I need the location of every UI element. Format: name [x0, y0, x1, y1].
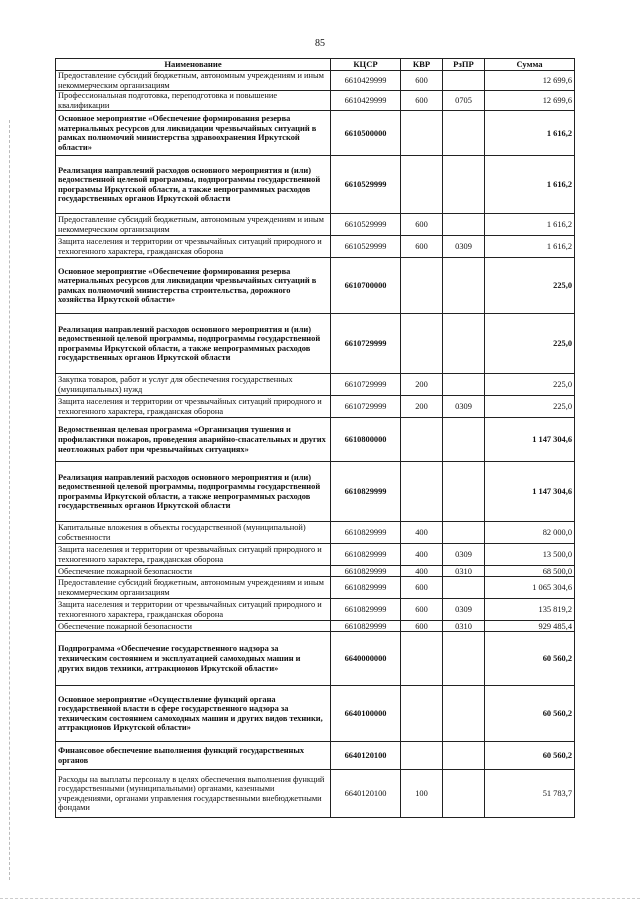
cell-code: 6610829999: [331, 599, 401, 621]
table-row: [56, 742, 575, 770]
cell-rzpr: [443, 686, 485, 742]
cell-kvr: [401, 111, 443, 156]
cell-rzpr: 0309: [443, 544, 485, 566]
cell-sum: 60 560,2: [485, 742, 575, 770]
cell-sum: 1 616,2: [485, 156, 575, 214]
cell-kvr: 400: [401, 522, 443, 544]
cell-sum: 1 616,2: [485, 236, 575, 258]
cell-kvr: [401, 258, 443, 314]
table-row: [56, 544, 575, 566]
cell-rzpr: [443, 462, 485, 522]
cell-kvr: 600: [401, 577, 443, 599]
cell-rzpr: [443, 770, 485, 818]
table-row: [56, 214, 575, 236]
table-row: [56, 566, 575, 577]
cell-kvr: 100: [401, 770, 443, 818]
cell-kvr: 200: [401, 374, 443, 396]
cell-name: Основное мероприятие «Обеспечение формирования резерва материальных ресурсов для ликвидации чрезвычайных ситуаций в рамках полномочий министерства здравоохранения Иркутской области»: [56, 111, 331, 156]
table-row: [56, 686, 575, 742]
cell-rzpr: 0705: [443, 91, 485, 111]
cell-name: Реализация направлений расходов основного мероприятия и (или) ведомственной целевой программы, подпрограммы государственной программы Иркутской области, а также непрограммных расходов государственных органов Иркутской области: [56, 156, 331, 214]
cell-sum: 12 699,6: [485, 91, 575, 111]
cell-name: Реализация направлений расходов основного мероприятия и (или) ведомственной целевой программы, подпрограммы государственной программы Иркутской области, а также непрограммных расходов государственных органов Иркутской области: [56, 314, 331, 374]
cell-kvr: [401, 742, 443, 770]
table-row: [56, 258, 575, 314]
table-row: [56, 770, 575, 818]
cell-sum: 60 560,2: [485, 632, 575, 686]
cell-code: 6640120100: [331, 742, 401, 770]
cell-name: Основное мероприятие «Осуществление функций органа государственной власти в сфере государственного надзора за техническим состоянием самоходных машин и других видов техники, аттракционов Иркутской области»: [56, 686, 331, 742]
cell-sum: 929 485,4: [485, 621, 575, 632]
cell-sum: 135 819,2: [485, 599, 575, 621]
cell-sum: 225,0: [485, 258, 575, 314]
cell-sum: 225,0: [485, 374, 575, 396]
cell-name: Закупка товаров, работ и услуг для обеспечения государственных (муниципальных) нужд: [56, 374, 331, 396]
table-row: [56, 418, 575, 462]
cell-code: 6610529999: [331, 156, 401, 214]
header-rzpr: РзПР: [443, 59, 485, 71]
cell-code: 6610429999: [331, 91, 401, 111]
page-number: 85: [315, 38, 325, 49]
cell-code: 6610729999: [331, 314, 401, 374]
cell-rzpr: [443, 742, 485, 770]
cell-rzpr: 0310: [443, 566, 485, 577]
cell-rzpr: [443, 71, 485, 91]
cell-kvr: 600: [401, 599, 443, 621]
cell-kvr: 600: [401, 621, 443, 632]
table-row: [56, 632, 575, 686]
cell-name: Финансовое обеспечение выполнения функций государственных органов: [56, 742, 331, 770]
table-row: [56, 71, 575, 91]
cell-rzpr: [443, 374, 485, 396]
cell-name: Капитальные вложения в объекты государственной (муниципальной) собственности: [56, 522, 331, 544]
table-row: [56, 577, 575, 599]
cell-kvr: 600: [401, 91, 443, 111]
cell-name: Обеспечение пожарной безопасности: [56, 621, 331, 632]
cell-sum: 82 000,0: [485, 522, 575, 544]
cell-kvr: [401, 462, 443, 522]
cell-kvr: [401, 632, 443, 686]
cell-name: Предоставление субсидий бюджетным, автономным учреждениям и иным некоммерческим организациям: [56, 577, 331, 599]
cell-sum: 68 500,0: [485, 566, 575, 577]
cell-sum: 51 783,7: [485, 770, 575, 818]
cell-code: 6610829999: [331, 462, 401, 522]
cell-kvr: 600: [401, 71, 443, 91]
cell-name: Обеспечение пожарной безопасности: [56, 566, 331, 577]
cell-rzpr: 0309: [443, 396, 485, 418]
cell-kvr: 400: [401, 544, 443, 566]
scan-margin-line: [9, 120, 10, 880]
cell-rzpr: 0309: [443, 599, 485, 621]
cell-rzpr: [443, 418, 485, 462]
cell-sum: 1 616,2: [485, 214, 575, 236]
cell-code: 6610829999: [331, 621, 401, 632]
cell-code: 6610829999: [331, 544, 401, 566]
cell-sum: 60 560,2: [485, 686, 575, 742]
cell-sum: 225,0: [485, 314, 575, 374]
cell-kvr: [401, 156, 443, 214]
cell-code: 6610429999: [331, 71, 401, 91]
cell-name: Защита населения и территории от чрезвычайных ситуаций природного и техногенного характера, гражданская оборона: [56, 236, 331, 258]
cell-name: Защита населения и территории от чрезвычайных ситуаций природного и техногенного характера, гражданская оборона: [56, 396, 331, 418]
cell-code: 6610729999: [331, 374, 401, 396]
cell-code: 6610829999: [331, 566, 401, 577]
cell-code: 6610800000: [331, 418, 401, 462]
header-code: КЦСР: [331, 59, 401, 71]
cell-kvr: [401, 686, 443, 742]
cell-name: Защита населения и территории от чрезвычайных ситуаций природного и техногенного характера, гражданская оборона: [56, 544, 331, 566]
cell-code: 6640000000: [331, 632, 401, 686]
table-row: [56, 111, 575, 156]
cell-rzpr: [443, 314, 485, 374]
cell-name: Основное мероприятие «Обеспечение формирования резерва материальных ресурсов для ликвидации чрезвычайных ситуаций в рамках полномочий министерства строительства, дорожного хозяйства Иркутской области»: [56, 258, 331, 314]
table-row: [56, 374, 575, 396]
header-sum: Сумма: [485, 59, 575, 71]
cell-rzpr: [443, 111, 485, 156]
cell-sum: 1 065 304,6: [485, 577, 575, 599]
cell-kvr: 600: [401, 236, 443, 258]
table-row: [56, 236, 575, 258]
cell-rzpr: [443, 258, 485, 314]
table-row: [56, 91, 575, 111]
cell-sum: 13 500,0: [485, 544, 575, 566]
cell-rzpr: 0310: [443, 621, 485, 632]
cell-kvr: 600: [401, 214, 443, 236]
cell-name: Защита населения и территории от чрезвычайных ситуаций природного и техногенного характера, гражданская оборона: [56, 599, 331, 621]
cell-code: 6610700000: [331, 258, 401, 314]
table-row: [56, 396, 575, 418]
cell-rzpr: [443, 632, 485, 686]
table-row: [56, 462, 575, 522]
cell-name: Ведомственная целевая программа «Организация тушения и профилактики пожаров, проведения аварийно-спасательных и других неотложных работ при чрезвычайных ситуациях»: [56, 418, 331, 462]
cell-kvr: 400: [401, 566, 443, 577]
table-row: [56, 156, 575, 214]
cell-code: 6610829999: [331, 577, 401, 599]
cell-kvr: 200: [401, 396, 443, 418]
cell-code: 6610529999: [331, 236, 401, 258]
cell-name: Предоставление субсидий бюджетным, автономным учреждениям и иным некоммерческим организациям: [56, 214, 331, 236]
cell-name: Профессиональная подготовка, переподготовка и повышение квалификации: [56, 91, 331, 111]
cell-rzpr: [443, 522, 485, 544]
cell-code: 6610500000: [331, 111, 401, 156]
cell-code: 6640120100: [331, 770, 401, 818]
table-row: [56, 314, 575, 374]
cell-rzpr: 0309: [443, 236, 485, 258]
table-row: [56, 599, 575, 621]
header-name: Наименование: [56, 59, 331, 71]
table-row: [56, 621, 575, 632]
cell-name: Расходы на выплаты персоналу в целях обеспечения выполнения функций государственными (муниципальными) органами, казенными учреждениями, органами управления государственными внебюджетными фондами: [56, 770, 331, 818]
budget-table: [55, 58, 575, 818]
cell-code: 6610729999: [331, 396, 401, 418]
cell-rzpr: [443, 577, 485, 599]
cell-sum: 1 147 304,6: [485, 418, 575, 462]
cell-kvr: [401, 314, 443, 374]
cell-sum: 12 699,6: [485, 71, 575, 91]
table-header-row: [56, 59, 575, 71]
scan-bottom-line: [0, 898, 640, 899]
cell-rzpr: [443, 156, 485, 214]
cell-sum: 1 616,2: [485, 111, 575, 156]
cell-name: Предоставление субсидий бюджетным, автономным учреждениям и иным некоммерческим организациям: [56, 71, 331, 91]
cell-name: Реализация направлений расходов основного мероприятия и (или) ведомственной целевой программы, подпрограммы государственной программы Иркутской области, а также непрограммных расходов государственных органов Иркутской области: [56, 462, 331, 522]
cell-sum: 225,0: [485, 396, 575, 418]
header-kvr: КВР: [401, 59, 443, 71]
cell-sum: 1 147 304,6: [485, 462, 575, 522]
table-row: [56, 522, 575, 544]
cell-rzpr: [443, 214, 485, 236]
cell-kvr: [401, 418, 443, 462]
cell-name: Подпрограмма «Обеспечение государственного надзора за техническим состоянием и эксплуатацией самоходных машин и других видов техники, аттракционов Иркутской области»: [56, 632, 331, 686]
cell-code: 6610529999: [331, 214, 401, 236]
cell-code: 6640100000: [331, 686, 401, 742]
cell-code: 6610829999: [331, 522, 401, 544]
